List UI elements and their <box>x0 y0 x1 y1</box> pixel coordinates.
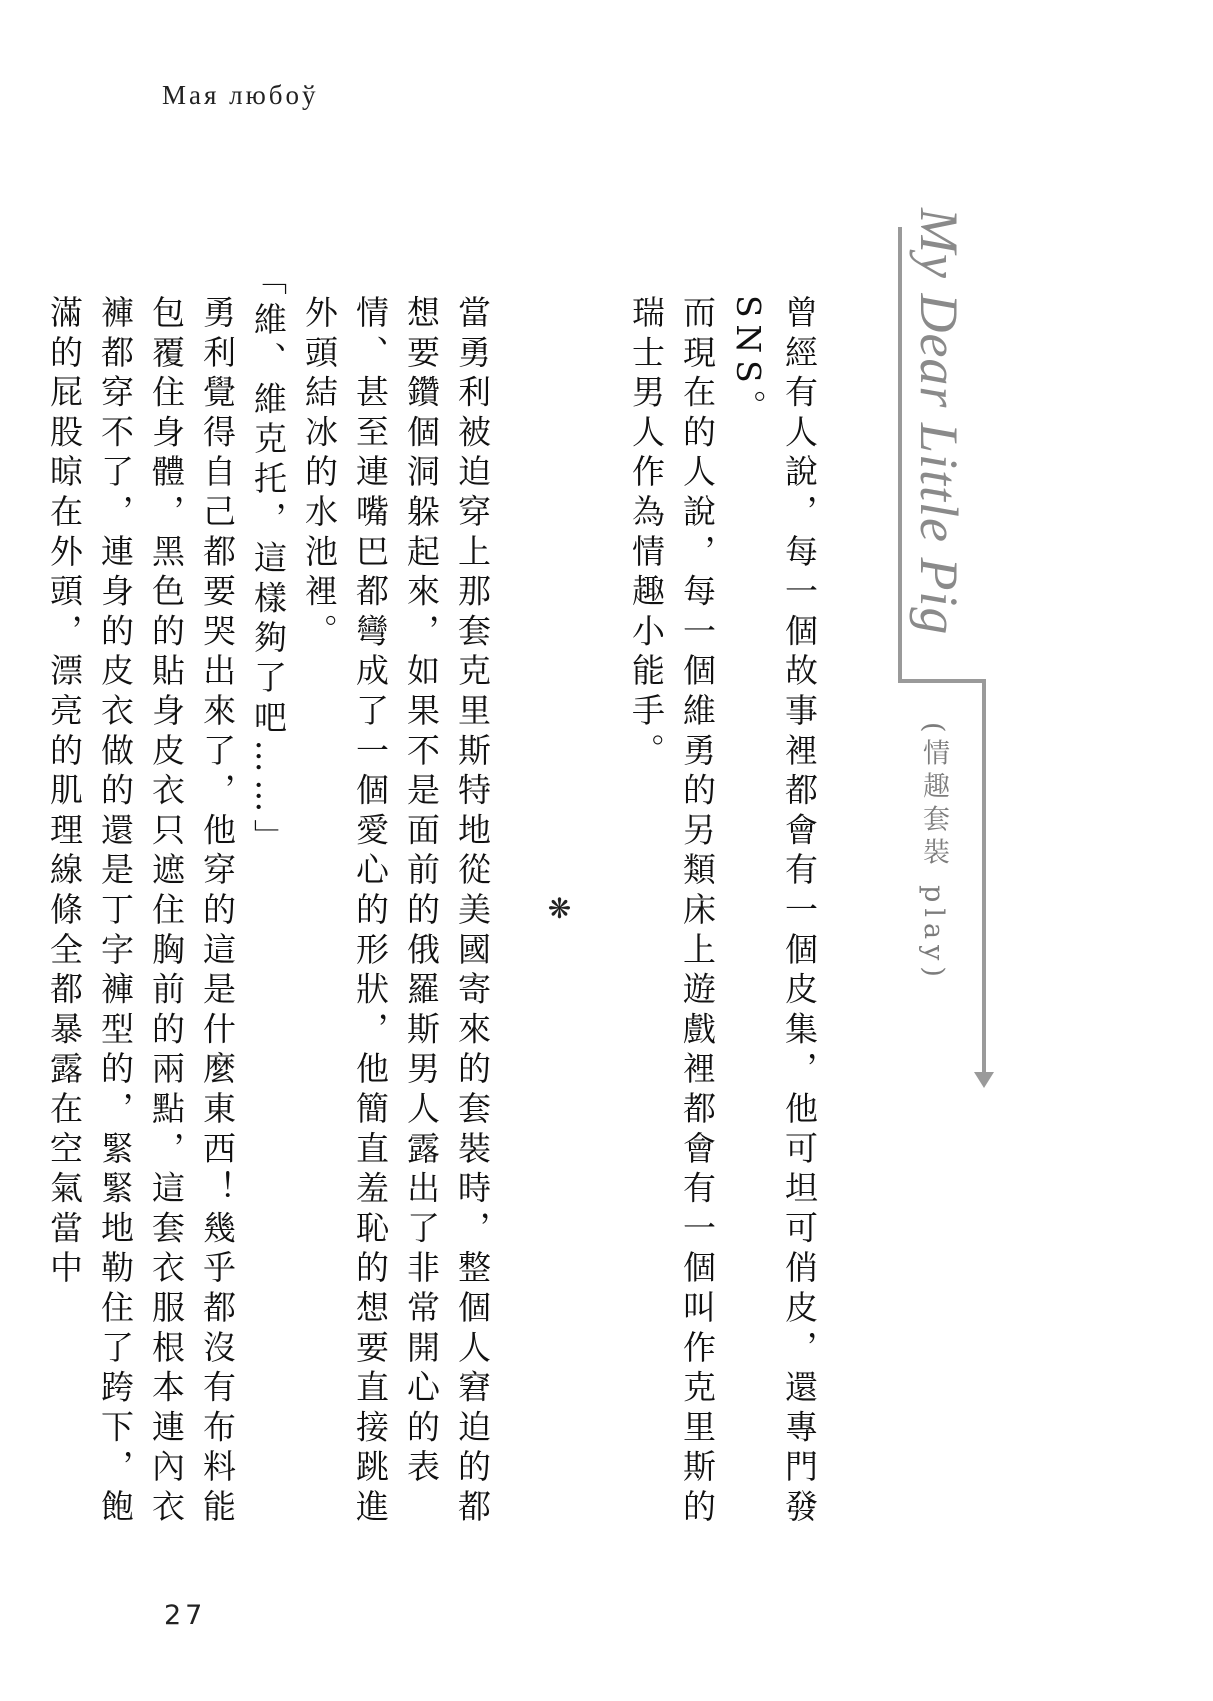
paragraph-1: 曾經有人說，每一個故事裡都會有一個皮集，他可坦可俏皮，還專門發 SNS。 <box>729 295 819 1529</box>
paragraph-4: 勇利覺得自己都要哭出來了，他穿的這是什麼東西！幾乎都沒有布料能包覆住身體，黑色的貼身皮衣只遮住胸前的兩點，這套衣服根本連內衣褲都穿不了，連身的皮衣做的還是丁字褲型的，緊緊地勒住了跨下，飽滿的屁股晾在外頭，漂亮的肌理線條全都暴露在空氣當中 <box>45 295 237 1529</box>
section-separator: ❋ <box>543 892 576 932</box>
title-arrow-line <box>982 683 986 1075</box>
paragraph-3: 當勇利被迫穿上那套克里斯特地從美國寄來的套裝時，整個人窘迫的都想要鑽個洞躲起來，如果不是面前的俄羅斯男人露出了非常開心的表情、甚至連嘴巴都彎成了一個愛心的形狀，他簡直羞恥的想要直接跳進外頭結冰的水池裡。 <box>300 295 492 1529</box>
arrow-down-icon <box>974 1072 994 1088</box>
body-text <box>39 262 825 1562</box>
chapter-title: My Dear Little Pig <box>909 208 969 636</box>
paragraph-2: 而現在的人說，每一個維勇的另類床上遊戲裡都會有一個叫作克里斯的瑞士男人作為情趣小能手。 <box>627 295 717 1529</box>
page-number: 27 <box>164 1600 207 1631</box>
chapter-subtitle: (情趣套裝 play) <box>918 722 949 983</box>
running-header: Мая любоў <box>162 80 319 110</box>
paragraph-dialogue: 「維、維克托，這樣夠了吧……」 <box>249 262 288 859</box>
